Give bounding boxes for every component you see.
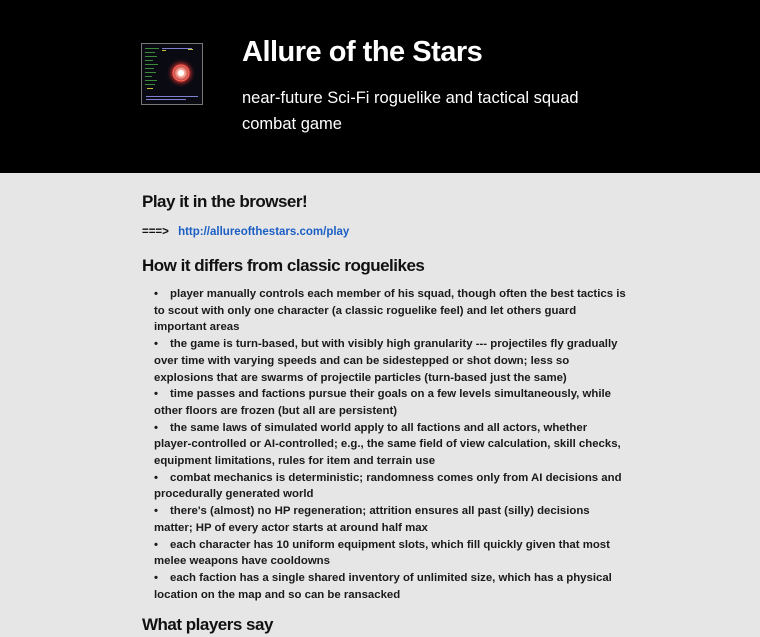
- site-title: Allure of the Stars: [242, 36, 483, 68]
- site-tagline: near-future Sci-Fi roguelike and tactical squad combat game: [242, 89, 579, 133]
- list-item-text: each character has 10 uniform equipment slots, which fill quickly given that most melee weapons have cooldowns: [154, 538, 610, 568]
- site-header: [0, 0, 760, 173]
- list-item-text: the same laws of simulated world apply to all factions and all actors, whether player-controlled or AI-controlled; e.g., the same field of view calculation, skill checks, equipment limitations, rules for item and terrain use: [154, 421, 621, 468]
- bullet-icon: •: [154, 471, 158, 484]
- bullet-icon: •: [154, 538, 158, 551]
- bullet-icon: •: [154, 571, 158, 584]
- list-item: [154, 386, 627, 419]
- bullet-icon: •: [154, 338, 158, 351]
- list-item: [154, 503, 627, 536]
- bullet-icon: •: [154, 388, 158, 401]
- list-item: [154, 336, 627, 386]
- bullet-icon: •: [154, 505, 158, 518]
- game-screenshot-logo[interactable]: [141, 43, 203, 105]
- list-item-text: combat mechanics is deterministic; randomness comes only from AI decisions and procedurally generated world: [154, 471, 622, 501]
- list-item-text: each faction has a single shared inventory of unlimited size, which has a physical location on the map and so can be ransacked: [154, 571, 612, 601]
- list-item: [154, 286, 627, 336]
- list-item-text: time passes and factions pursue their goals on a few levels simultaneously, while other floors are frozen (but all are persistent): [154, 388, 611, 417]
- game-screenshot-image: [142, 44, 202, 104]
- play-line: [142, 223, 627, 241]
- list-item-text: player manually controls each member of his squad, though often the best tactics is to scout with only one character (a classic roguelike feel) and let others guard important areas: [154, 288, 626, 334]
- differences-list: [142, 286, 627, 603]
- list-item: [154, 570, 627, 603]
- players-heading: What players say: [142, 615, 273, 635]
- list-item-text: the game is turn-based, but with visibly high granularity --- projectiles fly gradually over time with varying speeds and can be sidestepped or shot down; less so explosions that are swarms of projectile particles (turn-based just the same): [154, 338, 618, 384]
- play-heading: Play it in the browser!: [142, 192, 308, 211]
- list-item: [154, 470, 627, 503]
- list-item: [154, 537, 627, 570]
- play-link[interactable]: http://allureofthestars.com/play: [178, 226, 350, 238]
- differences-heading: How it differs from classic roguelikes: [142, 256, 425, 275]
- list-item: [154, 420, 627, 470]
- play-arrow: ===>: [142, 226, 169, 238]
- list-item-text: there's (almost) no HP regeneration; attrition ensures all past (silly) decisions matter; HP of every actor starts at around half max: [154, 505, 590, 534]
- main-content: [142, 190, 627, 637]
- bullet-icon: •: [154, 421, 158, 434]
- bullet-icon: •: [154, 288, 158, 300]
